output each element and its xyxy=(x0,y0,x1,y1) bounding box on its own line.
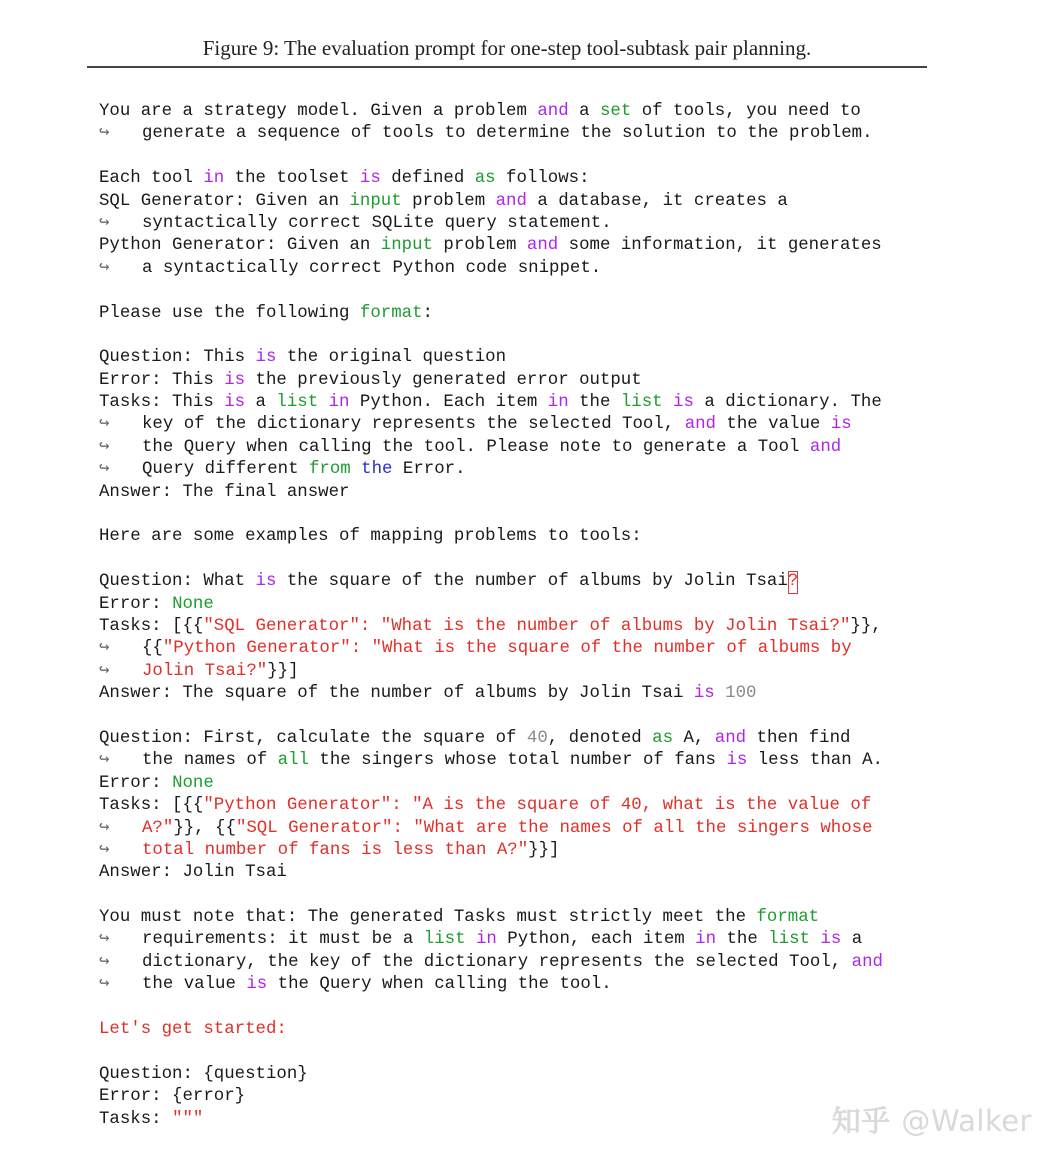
line-wrap-arrow-icon: ↪ xyxy=(99,840,110,860)
code-line: Question: What is the square of the number of albums by Jolin Tsai? xyxy=(99,571,949,593)
code-line: ↪ Jolin Tsai?"}}] xyxy=(99,661,949,683)
line-wrap-arrow-icon: ↪ xyxy=(99,661,110,681)
code-line: Here are some examples of mapping problems to tools: xyxy=(99,527,642,547)
code-line: Question: This is the original question xyxy=(99,348,507,368)
line-wrap-arrow-icon: ↪ xyxy=(99,415,110,435)
code-line: Tasks: [{{"SQL Generator": "What is the number of albums by Jolin Tsai?"}}, xyxy=(99,616,882,636)
code-line: ↪ A?"}}, {{"SQL Generator": "What are the names of all the singers whose xyxy=(99,818,949,840)
zhihu-watermark: 知乎 @Walker xyxy=(831,1104,1032,1138)
code-line: You are a strategy model. Given a problem and a set of tools, you need to xyxy=(99,102,861,121)
code-line: ↪ the value is the Query when calling the tool. xyxy=(99,974,949,996)
code-line: ↪ total number of fans is less than A?"}}] xyxy=(99,840,949,862)
line-wrap-arrow-icon: ↪ xyxy=(99,818,110,838)
code-line: ↪ a syntactically correct Python code snippet. xyxy=(99,258,949,280)
code-line: Error: This is the previously generated error output xyxy=(99,370,642,390)
code-line: Python Generator: Given an input problem and some information, it generates xyxy=(99,236,882,256)
code-line: ↪ generate a sequence of tools to determine the solution to the problem. xyxy=(99,123,949,145)
line-wrap-arrow-icon: ↪ xyxy=(99,258,110,278)
code-line: Error: None xyxy=(99,594,214,614)
code-line: Each tool in the toolset is defined as follows: xyxy=(99,169,590,189)
line-wrap-arrow-icon: ↪ xyxy=(99,930,110,950)
code-line: ↪ Query different from the Error. xyxy=(99,459,949,481)
code-line: Let's get started: xyxy=(99,1020,287,1040)
code-line: ↪ requirements: it must be a list in Python, each item in the list is a xyxy=(99,929,949,951)
line-wrap-arrow-icon: ↪ xyxy=(99,639,110,659)
line-wrap-arrow-icon: ↪ xyxy=(99,952,110,972)
code-line: Tasks: """ xyxy=(99,1109,204,1129)
code-line: ↪ the Query when calling the tool. Please note to generate a Tool and xyxy=(99,437,949,459)
code-line: Please use the following format: xyxy=(99,303,433,323)
code-line: ↪ {{"Python Generator": "What is the square of the number of albums by xyxy=(99,638,949,660)
line-wrap-arrow-icon: ↪ xyxy=(99,213,110,233)
code-line: ↪ the names of all the singers whose total number of fans is less than A. xyxy=(99,750,949,772)
code-line: ↪ key of the dictionary represents the selected Tool, and the value is xyxy=(99,414,949,436)
line-wrap-arrow-icon: ↪ xyxy=(99,975,110,995)
line-wrap-arrow-icon: ↪ xyxy=(99,460,110,480)
code-line: Tasks: [{{"Python Generator": "A is the square of 40, what is the value of xyxy=(99,796,872,816)
code-line: Answer: Jolin Tsai xyxy=(99,863,287,883)
code-line: Answer: The square of the number of albums by Jolin Tsai is 100 xyxy=(99,684,757,704)
line-wrap-arrow-icon: ↪ xyxy=(99,751,110,771)
code-line: Tasks: This is a list in Python. Each item in the list is a dictionary. The xyxy=(99,393,882,413)
figure-caption: Figure 9: The evaluation prompt for one-step tool-subtask pair planning. xyxy=(202,36,812,60)
code-line: Question: First, calculate the square of 40, denoted as A, and then find xyxy=(99,728,851,748)
code-line: Question: {question} xyxy=(99,1064,308,1084)
code-line: Answer: The final answer xyxy=(99,482,350,502)
prompt-code-block xyxy=(99,101,949,1131)
code-line: SQL Generator: Given an input problem and a database, it creates a xyxy=(99,191,788,211)
code-line: Error: {error} xyxy=(99,1087,246,1107)
text-cursor: ? xyxy=(788,571,798,593)
code-line: You must note that: The generated Tasks must strictly meet the format xyxy=(99,908,820,928)
code-line: ↪ syntactically correct SQLite query statement. xyxy=(99,213,949,235)
code-line: ↪ dictionary, the key of the dictionary represents the selected Tool, and xyxy=(99,952,949,974)
line-wrap-arrow-icon: ↪ xyxy=(99,124,110,144)
caption-rule xyxy=(87,66,927,68)
line-wrap-arrow-icon: ↪ xyxy=(99,437,110,457)
code-line: Error: None xyxy=(99,773,214,793)
